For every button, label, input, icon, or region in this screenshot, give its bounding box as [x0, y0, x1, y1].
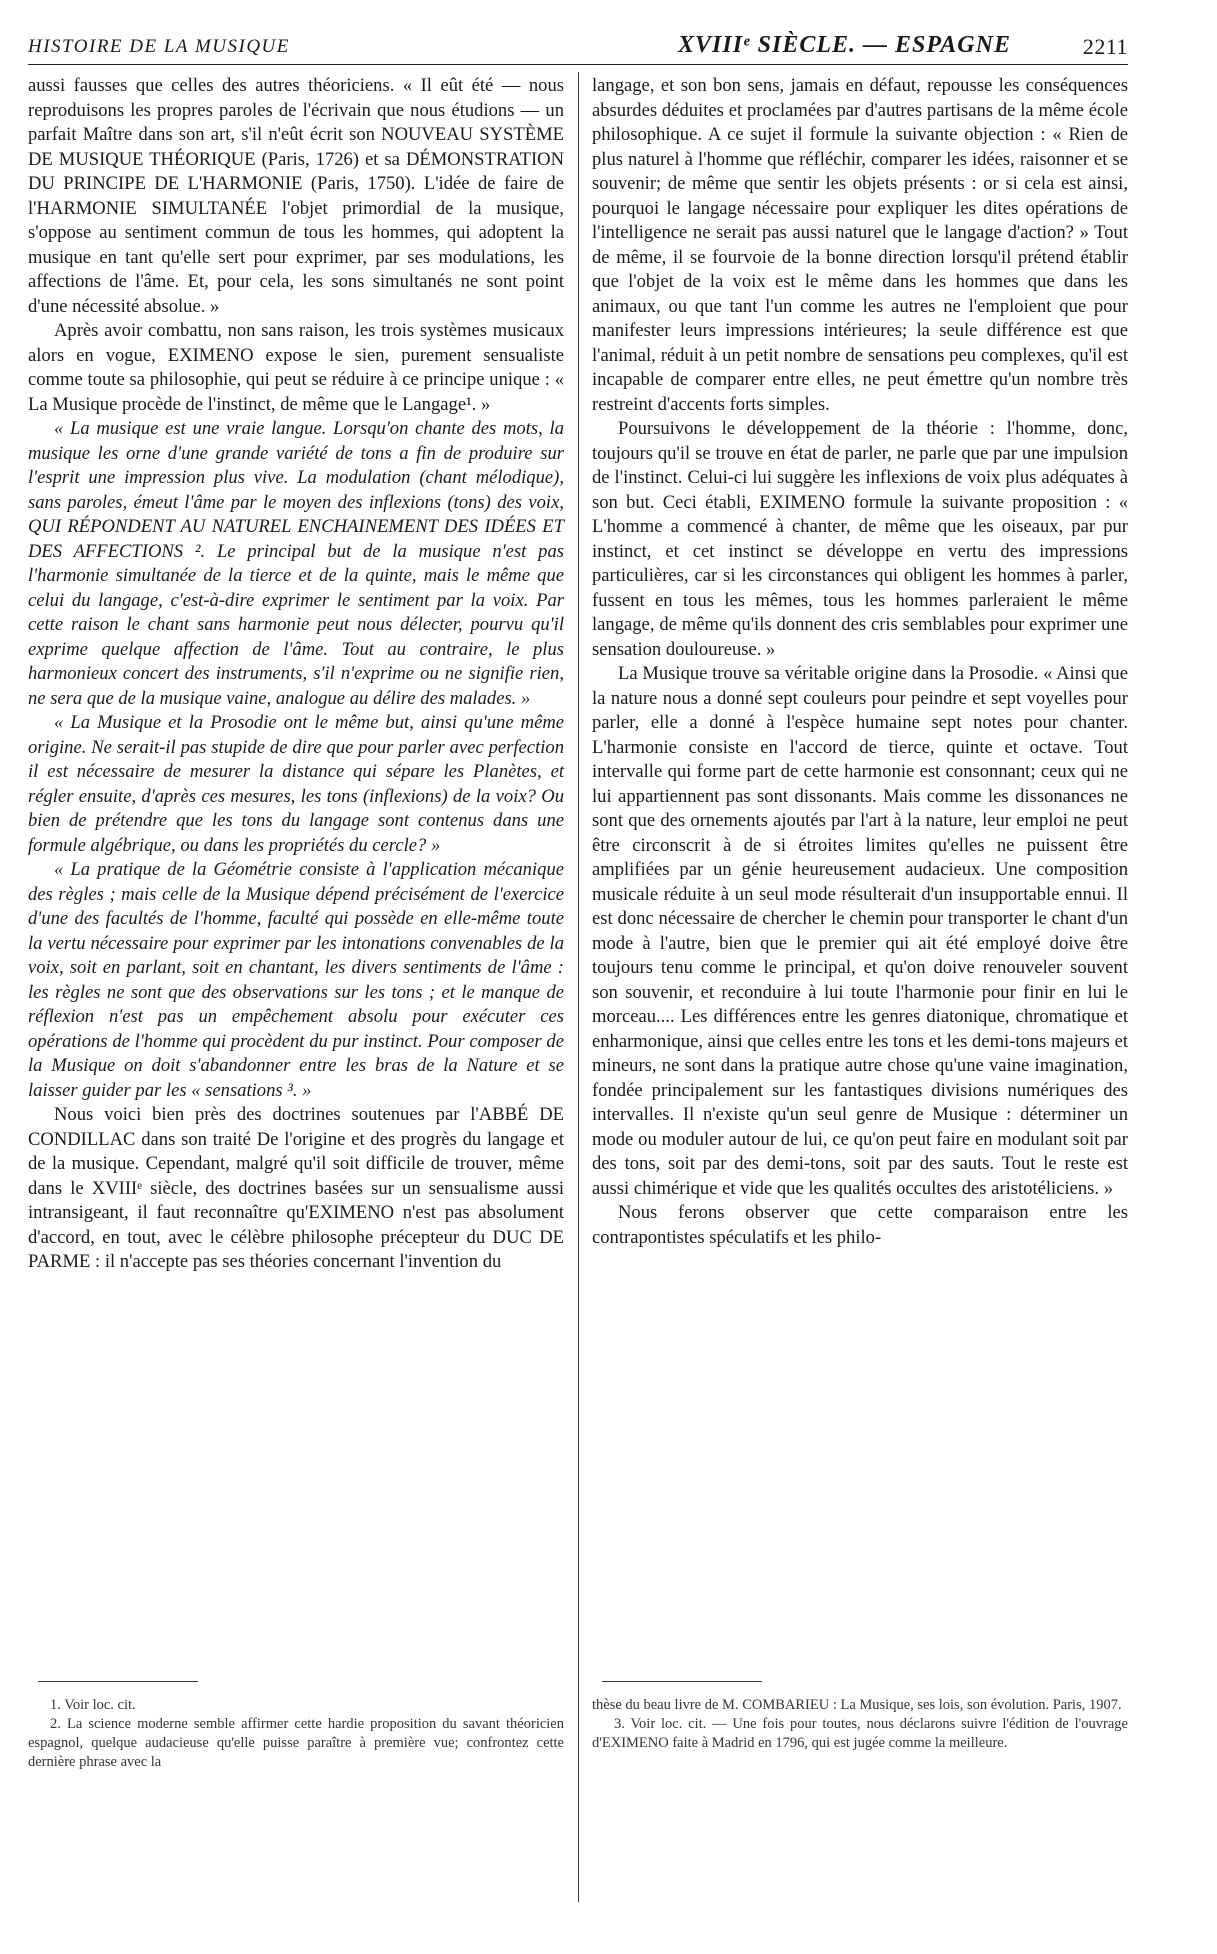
footnote-rule: [38, 1681, 198, 1682]
paragraph: Nous voici bien près des doctrines soutenues par l'ABBÉ DE CONDILLAC dans son traité De l'origine et des progrès du langage et de la musique. Cependant, malgré qu'il soit difficile de trouver, même dans le XVIIIᵉ siècle, des doctrines basées sur un sensualisme aussi intransigeant, il faut reconnaître qu'EXIMENO n'est pas absolument d'accord, en tout, avec le célèbre philosophe précepteur du DUC DE PARME : il n'accepte pas ses théories concernant l'invention du: [28, 1104, 564, 1272]
paragraph: La Musique trouve sa véritable origine dans la Prosodie. « Ainsi que la nature nous a donné sept couleurs pour peindre et sept voyelles pour parler, elle a donné à l'espèce humaine sept notes pour chanter. L'harmonie consiste en l'accord de tierce, quinte et octave. Tout intervalle qui forme part de cette harmonie est consonnant; ceux qui ne lui appartiennent pas sont dissonants. Mais comme les dissonances ne sont que des ornements ajoutés par l'art à la nature, leur emploi ne peut être circonscrit à de si étroites limites qu'elles ne puissent être amplifiées par un génie heureusement audacieux. Une composition musicale réduite à un seul mode résulterait d'un insupportable ennui. Il est donc nécessaire de chercher le chemin pour transporter le chant d'un mode à l'autre, bien que le premier qui ait été employé doive être toujours tenu comme le principal, et qu'on doive renouveler souvent son souvenir, et reconduire à lui toute l'harmonie pour finir en lui le morceau.... Les différences entre les genres diatonique, chromatique et enharmonique, ainsi que celles entre les tons et les demi-tons majeurs et mineurs, ne sont dans la pratique autre chose qu'une vaine imagination, fondée principalement sur les fantastiques divisions numériques des intervalles. Il n'existe qu'un seul genre de Musique : déterminer un mode ou moduler autour de lui, ce qu'on peut faire en modulant soit par des tons, soit par des demi-tons, soit par des sauts. Tout le reste est aussi chimérique et vide que les qualités occultes des aristotéliciens. »: [592, 663, 1128, 1199]
book-page: [28, 22, 1128, 1932]
quotation-paragraph: « La Musique et la Prosodie ont le même but, ainsi qu'une même origine. Ne serait-il pas stupide de dire que pour parler avec perfection il est nécessaire de mesurer la distance qui sépare les Planètes, et régler ensuite, d'après ces mesures, les tons (inflexions) de la voix? Ou bien de prétendre que les tons du langage sont contenus dans une formule algébrique, ou dans les propriétés du cercle? »: [28, 712, 564, 856]
page-number: 2211: [1082, 34, 1128, 59]
paragraph: Après avoir combattu, non sans raison, les trois systèmes musicaux alors en vogue, EXIMENO expose le sien, purement sensualiste comme toute sa philosophie, qui peut se réduire à ce principe unique : « La Musique procède de l'instinct, de même que le Langage¹. »: [28, 320, 564, 415]
paragraph: aussi fausses que celles des autres théoriciens. « Il eût été — nous reproduisons les propres paroles de l'écrivain que nous étudions — un parfait Maître dans son art, s'il n'eût écrit son NOUVEAU SYSTÈME DE MUSIQUE THÉORIQUE (Paris, 1726) et sa DÉMONSTRATION DU PRINCIPE DE L'HARMONIE (Paris, 1750). L'idée de faire de l'HARMONIE SIMULTANÉE l'objet primordial de la musique, s'oppose au sentiment commun de tous les hommes, qui adoptent la musique en tant qu'elle sert pour exprimer, par ses modulations, les affections de l'âme. Et, pour cela, les sons simultanés ne sont point d'une nécessité absolue. »: [28, 75, 564, 317]
footnote-rule: [602, 1681, 762, 1682]
left-column: [28, 74, 564, 1275]
footnotes-right: [592, 1696, 1128, 1753]
header-section-title: XVIIIᵉ SIÈCLE. — ESPAGNE: [678, 32, 1011, 58]
right-column: [592, 74, 1128, 1250]
footnote: 2. La science moderne semble affirmer cette hardie proposition du savant théoricien espagnol, quelque audacieuse qu'elle puisse paraître à première vue; confrontez cette dernière phrase avec la: [28, 1716, 564, 1770]
column-divider: [578, 72, 579, 1902]
quotation-paragraph: « La pratique de la Géométrie consiste à l'application mécanique des règles ; mais celle de la Musique dépend précisément de l'exercice d'une des facultés de l'homme, faculté qui possède en elle-même toute la vertu nécessaire pour exprimer par les intonations convenables de la voix, soit en parlant, soit en chantant, les divers sentiments de l'âme : les règles ne sont que des observations sur les tons ; et le manque de réflexion n'est pas un empêchement absolu pour exécuter ces opérations de l'homme qui procèdent du pur instinct. Pour composer de la Musique on doit s'abandonner entre les bras de la Nature et se laisser guider par les « sensations ³. »: [28, 859, 564, 1101]
footnote: 3. Voir loc. cit. — Une fois pour toutes, nous déclarons suivre l'édition de l'ouvrage d'EXIMENO faite à Madrid en 1796, qui est jugée comme la meilleure.: [592, 1716, 1128, 1751]
paragraph: Poursuivons le développement de la théorie : l'homme, donc, toujours qu'il se trouve en état de parler, ne parle que par une impulsion de l'instinct. Celui-ci lui suggère les inflexions de voix plus adéquates à son but. Ceci établi, EXIMENO formule la suivante proposition : « L'homme a commencé à chanter, de même que les oiseaux, par pur instinct, et cet instinct se développe en vertu des impressions particulières, car si les circonstances qui obligent les hommes à parler, fussent en tous les mêmes, tous les hommes parleraient le même langage, de même qu'ils donnent des cris semblables pour exprimer une sensation douloureuse. »: [592, 418, 1128, 660]
footnote: thèse du beau livre de M. COMBARIEU : La Musique, ses lois, son évolution. Paris, 1907.: [592, 1697, 1122, 1713]
paragraph: langage, et son bon sens, jamais en défaut, repousse les conséquences absurdes déduites et proclamées par d'autres partisans de la même école philosophique. A ce sujet il formule la suivante objection : « Rien de plus naturel à l'homme que réfléchir, comparer les idées, raisonner et se souvenir; de même que sentir les objets présents : or si cela est ainsi, pourquoi le langage nécessaire pour expliquer les dites opérations de l'intelligence ne serait pas aussi naturel que le langage d'action? » Tout de même, il se fourvoie de la bonne direction lorsqu'il prétend établir que l'objet de la voix est le même dans les hommes que dans les animaux, ou que tant l'un comme les autres ne l'emploient que pour manifester leurs impressions intérieures; la seule différence est que l'animal, réduit à un petit nombre de sensations peu complexes, qu'il est incapable de comparer entre elles, ne peut émettre qu'un nombre très restreint d'accents forts simples.: [592, 75, 1128, 415]
footnotes-left: [28, 1696, 564, 1772]
footnote: 1. Voir loc. cit.: [50, 1697, 136, 1713]
paragraph: Nous ferons observer que cette comparaison entre les contrapontistes spéculatifs et les philo-: [592, 1202, 1128, 1248]
header-book-title: HISTOIRE DE LA MUSIQUE: [28, 36, 290, 57]
quotation-paragraph: « La musique est une vraie langue. Lorsqu'on chante des mots, la musique les orne d'une grande variété de tons a fin de produire sur l'esprit une impression plus vive. La modulation (chant mélodique), sans paroles, émeut l'âme par le moyen des inflexions (tons) des voix, QUI RÉPONDENT AU NATUREL ENCHAINEMENT DES IDÉES ET DES AFFECTIONS ². Le principal but de la musique n'est pas l'harmonie simultanée de la tierce et de la quinte, mais le même que celui du langage, c'est-à-dire exprimer le sentiment par la voix. Par cette raison le chant sans harmonie peut nous délecter, pourvu qu'il exprime quelque affection de l'âme. Tout au contraire, le plus harmonieux concert des instruments, s'il n'exprime ou ne signifie rien, ne sera que de la musique vaine, analogue au délire des malades. »: [28, 418, 564, 709]
running-header: [28, 30, 1128, 65]
